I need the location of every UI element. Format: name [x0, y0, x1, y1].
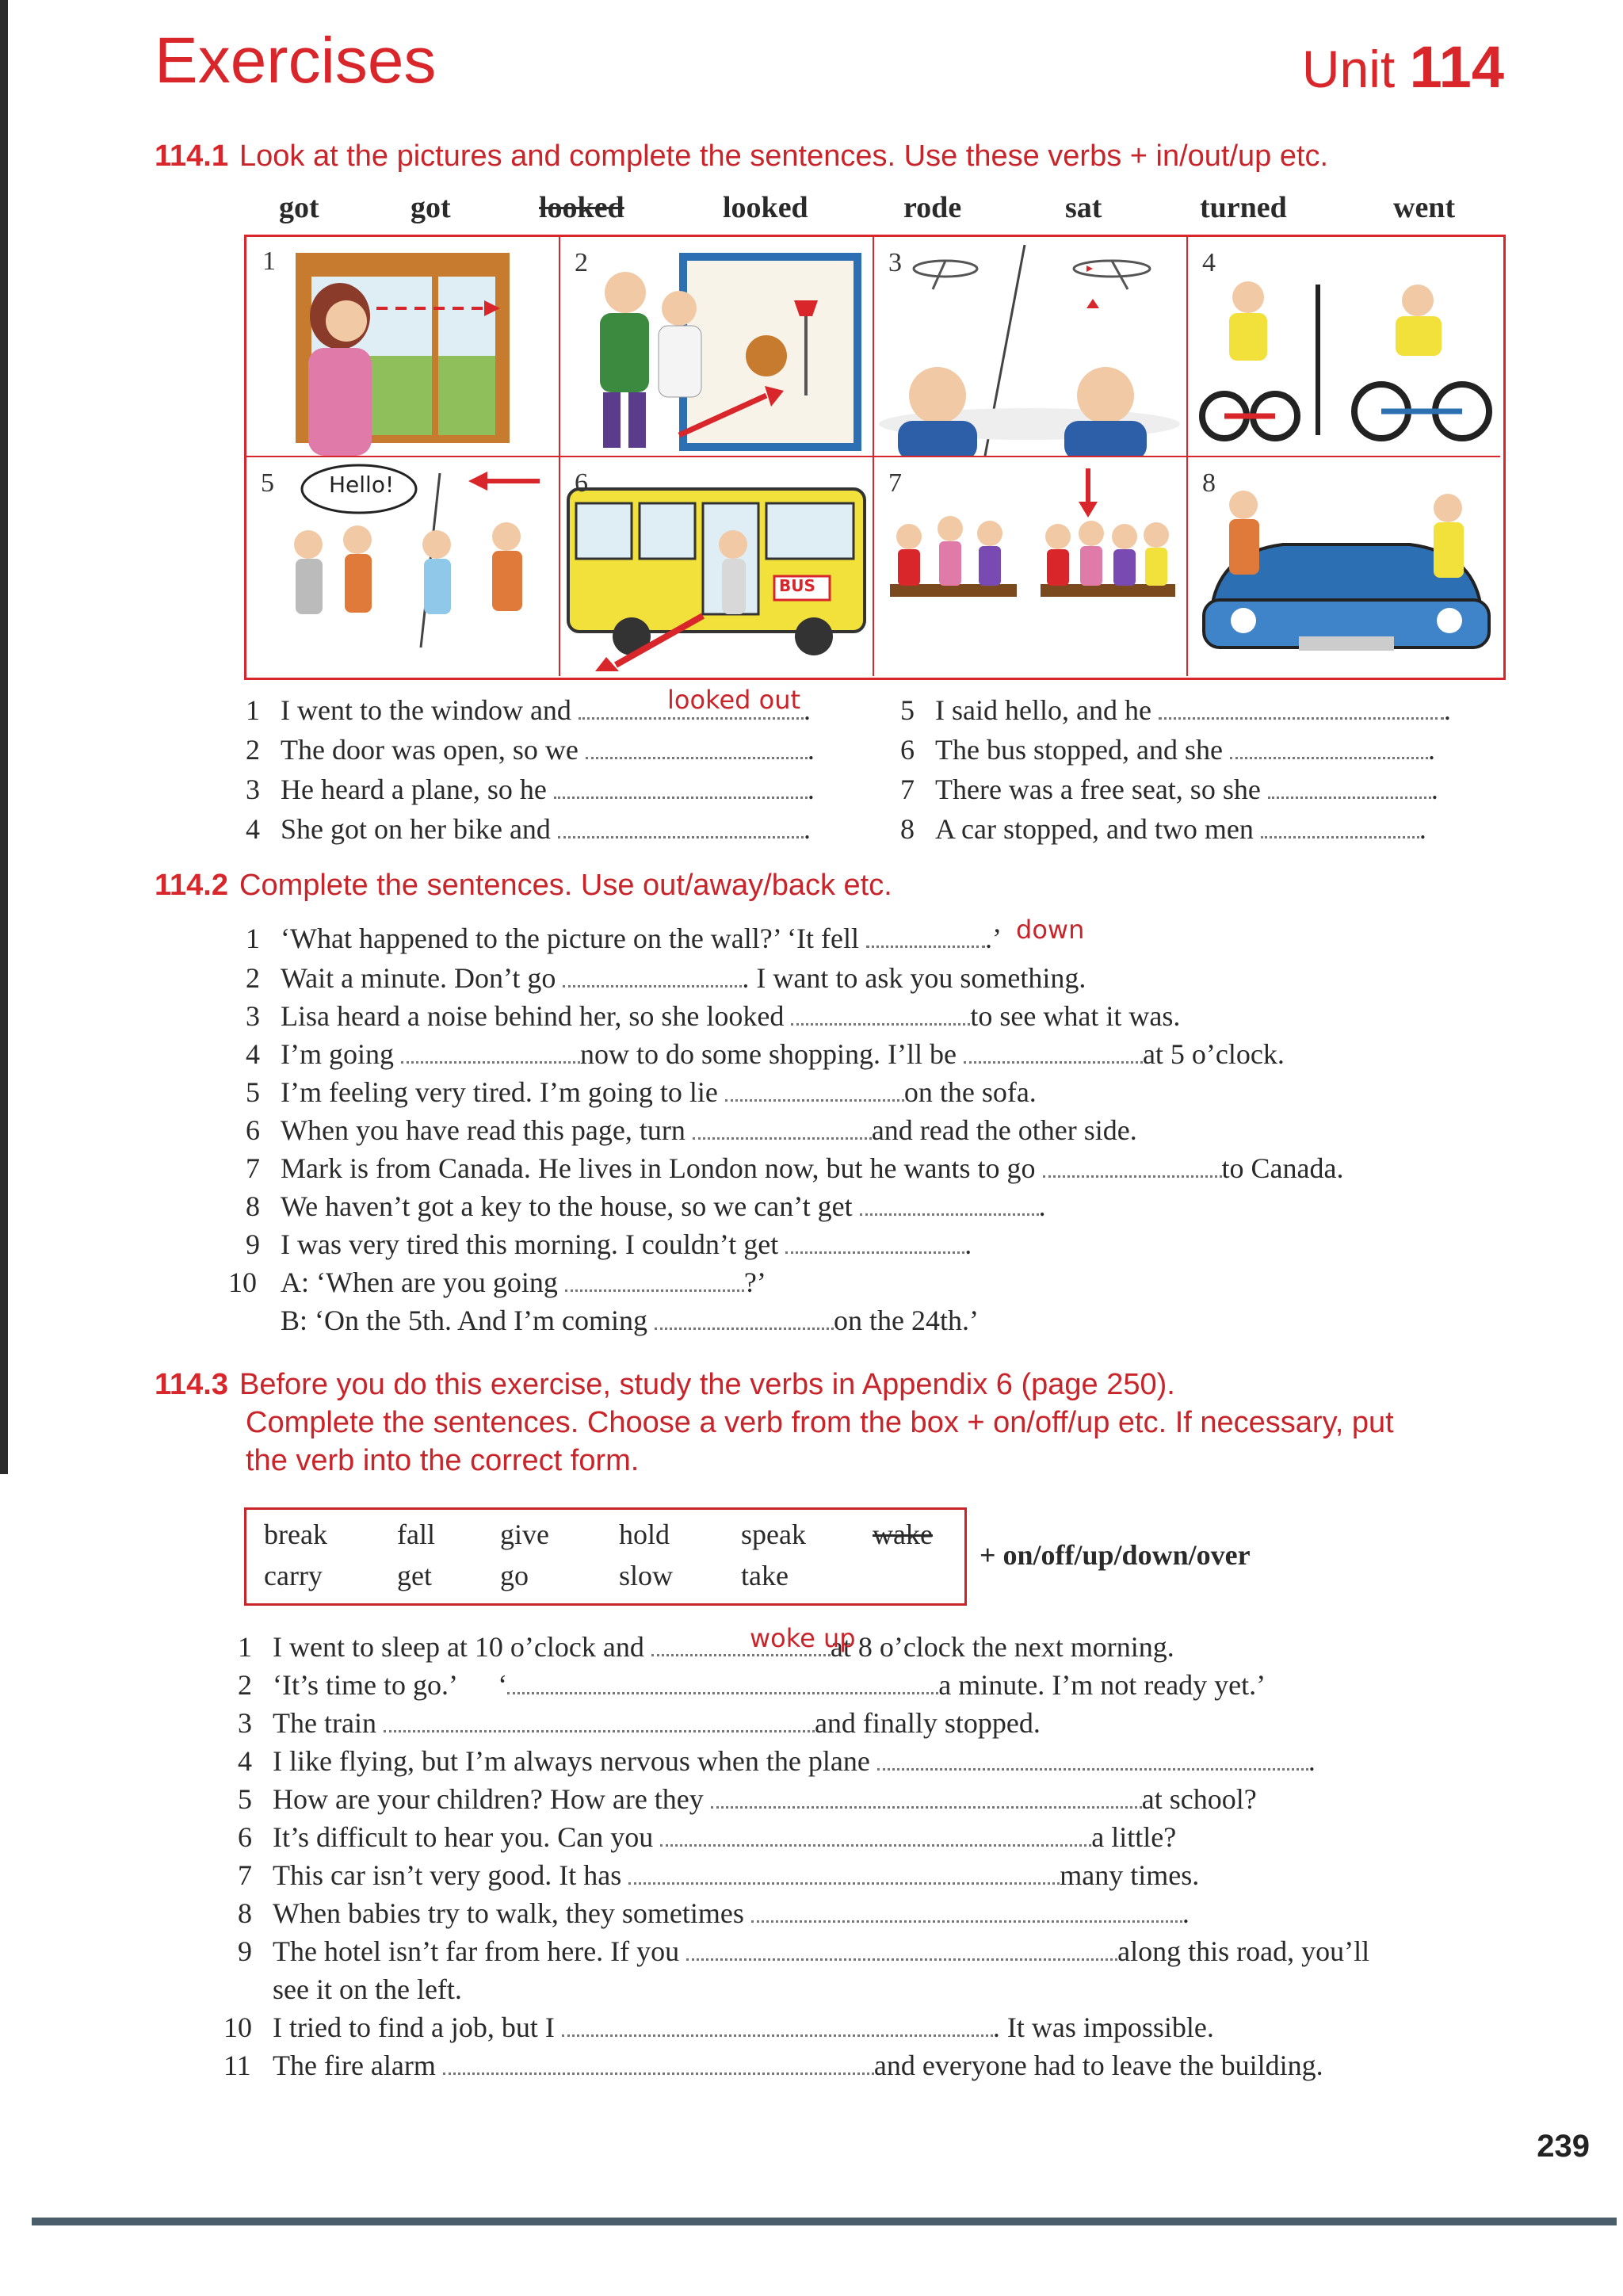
ex1-number: 114.1 — [155, 139, 228, 173]
answer-blank[interactable] — [686, 1935, 1117, 1961]
verb-word: got — [411, 191, 451, 224]
picture-5: 5 Hello! — [246, 457, 560, 676]
woman-window-illustration — [246, 237, 559, 456]
ex1-sentence-1: 1 I went to the window and . — [246, 694, 811, 726]
ex2-sentence-5: 5 I’m feeling very tired. I’m going to lie on the sofa. — [246, 1076, 1037, 1108]
ex2-sentence-7: 7 Mark is from Canada. He lives in London now, but he wants to go to Canada. — [246, 1152, 1344, 1184]
ex1-instruction: Look at the pictures and complete the sentences. Use these verbs + in/out/up etc. — [239, 139, 1329, 173]
hello-illustration — [246, 457, 559, 676]
answer-blank[interactable] — [660, 1820, 1091, 1847]
ex3-sentence-4: 4 I like flying, but I’m always nervous when the plane . — [238, 1745, 1316, 1777]
speech-bubble: Hello! — [329, 472, 395, 498]
answer-blank[interactable] — [866, 922, 985, 948]
verb-word-crossed: looked — [539, 191, 624, 224]
box-verb: give — [500, 1519, 549, 1550]
answer-blank[interactable] — [443, 2049, 874, 2075]
ex3-sentence-1: 1 I went to sleep at 10 o’clock and at 8 o’clock the next morning. — [238, 1631, 1174, 1663]
page-bottom-rule — [32, 2218, 1617, 2225]
picture-6: 6 BUS — [560, 457, 874, 676]
answer-blank[interactable] — [562, 2011, 993, 2037]
bus-illustration — [560, 457, 873, 676]
bike-rider-illustration — [1188, 237, 1500, 456]
ex1-heading — [155, 136, 1328, 176]
ex3-sentence-7: 7 This car isn’t very good. It has many times. — [238, 1859, 1200, 1891]
ex2-sentence-9: 9 I was very tired this morning. I couldn’t get . — [246, 1228, 972, 1260]
sample-answer: looked out — [667, 685, 801, 715]
answer-blank[interactable] — [1043, 1152, 1222, 1178]
ex2-sentence-10a: 10 A: ‘When are you going ?’ — [228, 1266, 766, 1298]
binding-edge — [0, 0, 8, 1474]
ex3-sentence-9-cont: see it on the left. — [273, 1973, 462, 2005]
verb-box — [244, 1507, 967, 1606]
verb-word: turned — [1200, 191, 1287, 224]
ex1-sentence-8: 8 A car stopped, and two men . — [900, 813, 1426, 845]
box-verb: speak — [741, 1519, 806, 1550]
ex3-sentence-6: 6 It’s difficult to hear you. Can you a little? — [238, 1821, 1177, 1853]
plane-watchers-illustration — [874, 237, 1186, 456]
box-verb: slow — [619, 1560, 674, 1591]
ex1-sentence-7: 7 There was a free seat, so she . — [900, 774, 1438, 805]
sample-answer: down — [1016, 915, 1085, 945]
box-verb: go — [500, 1560, 529, 1591]
box-verb: get — [397, 1560, 432, 1591]
verb-word: looked — [723, 191, 808, 224]
answer-blank[interactable] — [964, 1037, 1143, 1064]
answer-blank[interactable] — [877, 1744, 1308, 1771]
ex2-sentence-2: 2 Wait a minute. Don’t go . I want to ask you something. — [246, 962, 1086, 994]
ex3-instruction-3: the verb into the correct form. — [246, 1444, 640, 1477]
answer-blank[interactable] — [791, 999, 970, 1026]
ex3-sentence-11: 11 The fire alarm and everyone had to leave the building. — [223, 2050, 1323, 2081]
verb-word: got — [279, 191, 319, 224]
answer-blank[interactable] — [563, 961, 742, 988]
ex2-sentence-6: 6 When you have read this page, turn and read the other side. — [246, 1114, 1137, 1146]
box-verb: fall — [397, 1519, 435, 1550]
bench-seating-illustration — [874, 457, 1186, 676]
answer-blank[interactable] — [860, 1190, 1039, 1216]
answer-blank[interactable] — [384, 1706, 815, 1733]
answer-blank[interactable] — [1261, 812, 1419, 839]
unit-label: Unit 114 — [1301, 34, 1504, 100]
ex3-instruction-2: Complete the sentences. Choose a verb from the box + on/off/up etc. If necessary, put — [246, 1406, 1394, 1439]
verb-word: rode — [903, 191, 962, 224]
answer-blank[interactable] — [401, 1037, 580, 1064]
picture-7: 7 — [874, 457, 1188, 676]
ex1-sentence-2: 2 The door was open, so we . — [246, 734, 815, 766]
ex1-sentence-4: 4 She got on her bike and . — [246, 813, 811, 845]
ex3-number: 114.3 — [155, 1368, 228, 1401]
ex2-instruction: Complete the sentences. Use out/away/back etc. — [239, 869, 892, 902]
ex3-heading — [155, 1365, 1175, 1404]
picture-1: 1 — [246, 237, 560, 457]
answer-blank[interactable] — [785, 1228, 964, 1254]
ex2-sentence-8: 8 We haven’t got a key to the house, so we can’t get . — [246, 1190, 1046, 1222]
answer-blank[interactable] — [586, 733, 808, 759]
answer-blank[interactable] — [507, 1668, 938, 1694]
ex3-sentence-2: 2 ‘It’s time to go.’ ‘ a minute. I’m not ready yet.’ — [238, 1669, 1266, 1701]
box-verb: carry — [264, 1560, 323, 1591]
answer-blank[interactable] — [1230, 733, 1428, 759]
answer-blank[interactable] — [711, 1782, 1142, 1809]
answer-blank[interactable] — [1159, 693, 1444, 720]
ex3-instruction-1: Before you do this exercise, study the verbs in Appendix 6 (page 250). — [239, 1368, 1175, 1401]
ex2-number: 114.2 — [155, 869, 228, 902]
verb-word: sat — [1065, 191, 1102, 224]
box-verb: break — [264, 1519, 327, 1550]
answer-blank[interactable] — [693, 1114, 872, 1140]
ex3-sentence-9: 9 The hotel isn’t far from here. If you along this road, you’ll — [238, 1935, 1370, 1967]
particle-list: + on/off/up/down/over — [980, 1539, 1251, 1571]
ex3-sentence-3: 3 The train and finally stopped. — [238, 1707, 1041, 1739]
ex3-sentence-10: 10 I tried to find a job, but I . It was impossible. — [223, 2011, 1214, 2043]
ex2-heading — [155, 865, 892, 905]
ex2-sentence-4: 4 I’m going now to do some shopping. I’ll be at 5 o’clock. — [246, 1038, 1285, 1070]
ex2-sentence-10b: B: ‘On the 5th. And I’m coming on the 24th.’ — [281, 1305, 979, 1336]
bus-sign: BUS — [779, 576, 815, 595]
ex2-sentence-1: 1 ‘What happened to the picture on the wall?’ ‘It fell .’ — [246, 923, 1002, 954]
picture-4: 4 — [1188, 237, 1500, 457]
ex1-sentence-5: 5 I said hello, and he . — [900, 694, 1451, 726]
picture-3: 3 — [874, 237, 1188, 457]
ex3-sentence-5: 5 How are your children? How are they at school? — [238, 1783, 1257, 1815]
answer-blank[interactable] — [554, 773, 808, 799]
ex2-sentence-3: 3 Lisa heard a noise behind her, so she looked to see what it was. — [246, 1000, 1181, 1032]
answer-blank[interactable] — [628, 1859, 1060, 1885]
page-title: Exercises — [155, 25, 437, 97]
box-verb-crossed: wake — [873, 1519, 933, 1550]
picture-grid — [244, 235, 1506, 680]
people-doorway-illustration — [560, 237, 873, 456]
answer-blank[interactable] — [1268, 773, 1431, 799]
answer-blank[interactable] — [558, 812, 804, 839]
answer-blank[interactable] — [565, 1266, 744, 1292]
answer-blank[interactable] — [655, 1304, 834, 1330]
box-verb: hold — [619, 1519, 670, 1550]
verb-word: went — [1393, 191, 1456, 224]
ex1-sentence-3: 3 He heard a plane, so he . — [246, 774, 815, 805]
picture-2: 2 — [560, 237, 874, 457]
picture-8: 8 — [1188, 457, 1500, 676]
sample-answer: woke up — [750, 1623, 856, 1653]
ex1-sentence-6: 6 The bus stopped, and she . — [900, 734, 1435, 766]
answer-blank[interactable] — [725, 1075, 904, 1102]
ex3-sentence-8: 8 When babies try to walk, they sometimes . — [238, 1897, 1190, 1929]
box-verb: take — [741, 1560, 789, 1591]
unit-number: 114 — [1409, 34, 1504, 100]
car-illustration — [1188, 457, 1500, 676]
page-number: 239 — [1537, 2129, 1590, 2164]
answer-blank[interactable] — [751, 1897, 1182, 1923]
